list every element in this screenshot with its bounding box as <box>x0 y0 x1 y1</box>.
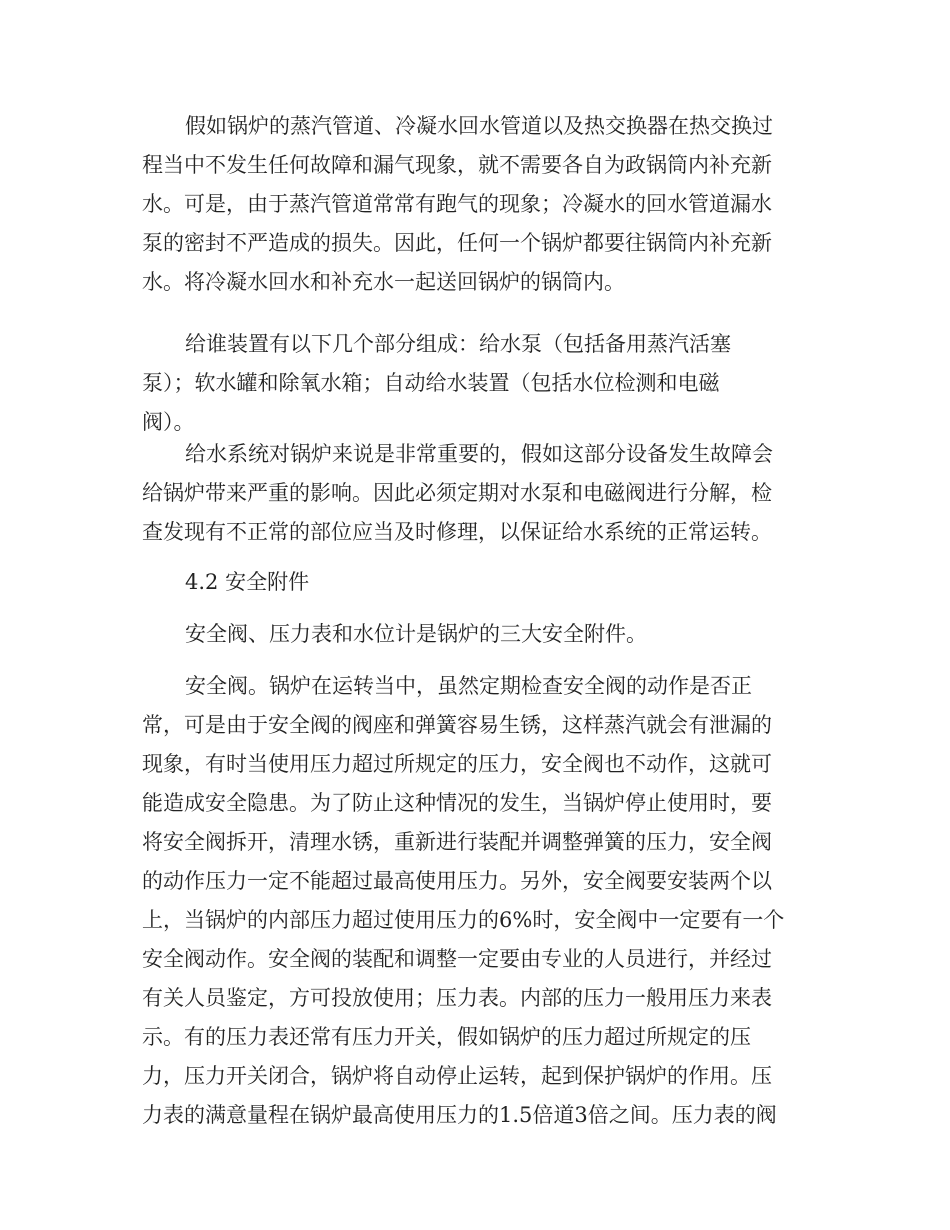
text-line: 水。可是，由于蒸汽管道常常有跑气的现象；冷凝水的回水管道漏水 <box>142 192 772 216</box>
text-line: 给水系统对锅炉来说是非常重要的，假如这部分设备发生故障会 <box>185 442 773 466</box>
text-line: 安全阀、压力表和水位计是锅炉的三大安全附件。 <box>185 622 647 646</box>
text-line: 给锅炉带来严重的影响。因此必须定期对水泵和电磁阀进行分解，检 <box>142 481 772 505</box>
text-line: 力表的满意量程在锅炉最高使用压力的1.5倍道3倍之间。压力表的阀 <box>142 1103 777 1127</box>
section-heading-text: 4.2 安全附件 <box>185 570 310 594</box>
text-line: 能造成安全隐患。为了防止这种情况的发生，当锅炉停止使用时，要 <box>142 791 772 815</box>
text-line: 给谁装置有以下几个部分组成：给水泵（包括备用蒸汽活塞 <box>185 332 731 356</box>
text-line: 上，当锅炉的内部压力超过使用压力的6%时，安全阀中一定要有一个 <box>142 908 785 932</box>
text-line: 阀）。 <box>142 410 195 434</box>
text-line: 程当中不发生任何故障和漏气现象，就不需要各自为政锅筒内补充新 <box>142 153 772 177</box>
text-line: 安全阀。锅炉在运转当中，虽然定期检查安全阀的动作是否正 <box>185 674 752 698</box>
paragraph-5 <box>142 615 842 654</box>
text-line: 泵）；软水罐和除氧水箱；自动给水装置（包括水位检测和电磁 <box>142 371 720 395</box>
text-line: 力，压力开关闭合，锅炉将自动停止运转，起到保护锅炉的作用。压 <box>142 1064 772 1088</box>
text-line: 有关人员鉴定，方可投放使用；压力表。内部的压力一般用压力来表 <box>142 986 772 1010</box>
text-line: 示。有的压力表还常有压力开关，假如锅炉的压力超过所规定的压 <box>142 1025 751 1049</box>
text-line: 的动作压力一定不能超过最高使用压力。另外，安全阀要安装两个以 <box>142 869 772 893</box>
text-line: 水。将冷凝水回水和补充水一起送回锅炉的锅筒内。 <box>142 270 625 294</box>
text-line: 将安全阀拆开，清理水锈，重新进行装配并调整弹簧的压力，安全阀 <box>142 830 772 854</box>
text-line: 假如锅炉的蒸汽管道、冷凝水回水管道以及热交换器在热交换过 <box>185 114 773 138</box>
paragraph-6 <box>142 667 842 1135</box>
text-line: 现象，有时当使用压力超过所规定的压力，安全阀也不动作，这就可 <box>142 752 772 776</box>
text-line: 常，可是由于安全阀的阀座和弹簧容易生锈，这样蒸汽就会有泄漏的 <box>142 713 772 737</box>
text-line: 查发现有不正常的部位应当及时修理，以保证给水系统的正常运转。 <box>142 520 772 544</box>
section-heading <box>142 563 842 602</box>
paragraph-1 <box>142 107 842 302</box>
paragraph-3 <box>142 435 842 552</box>
text-line: 安全阀动作。安全阀的装配和调整一定要由专业的人员进行，并经过 <box>142 947 772 971</box>
paragraph-2 <box>142 325 842 442</box>
text-line: 泵的密封不严造成的损失。因此，任何一个锅炉都要往锅筒内补充新 <box>142 231 772 255</box>
